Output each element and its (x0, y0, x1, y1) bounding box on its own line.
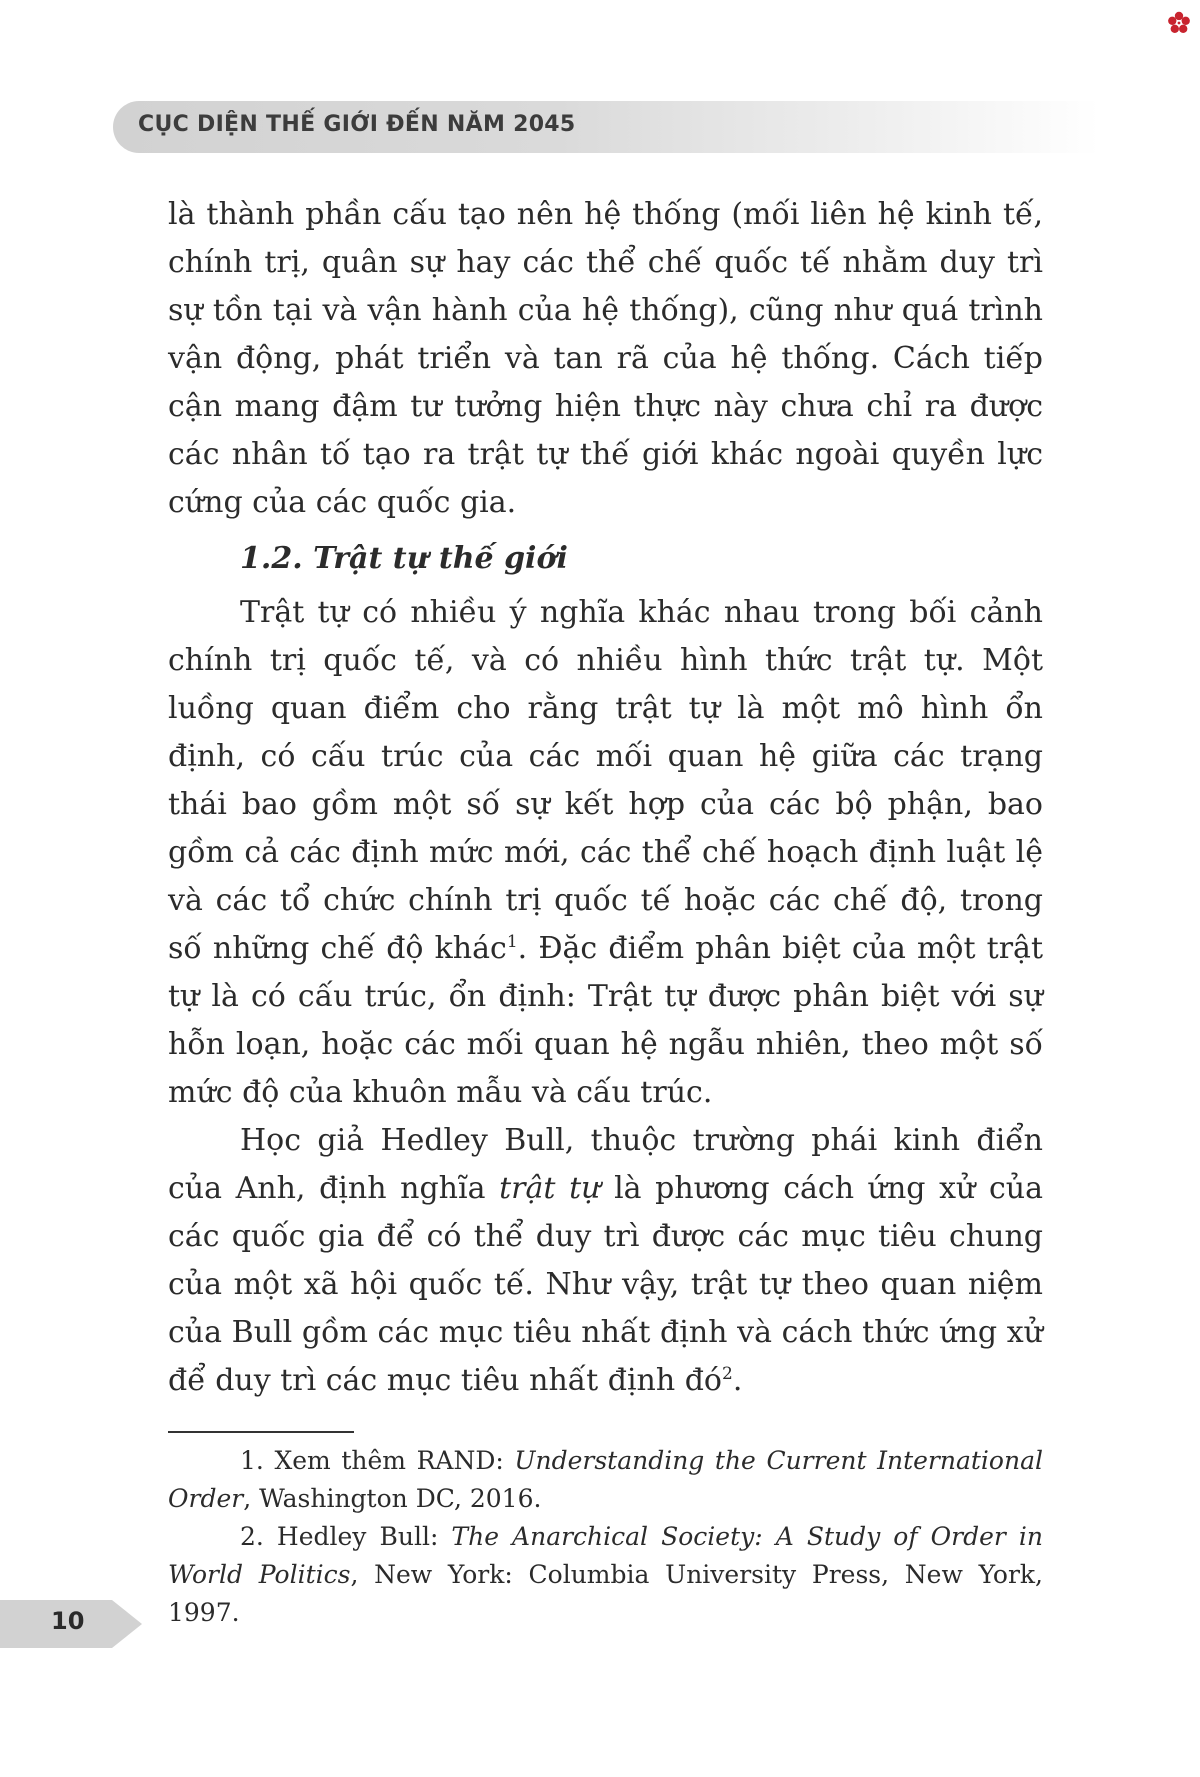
paragraph-1: là thành phần cấu tạo nên hệ thống (mối liên hệ kinh tế, chính trị, quân sự hay các thể chế quốc tế nhằm duy trì sự tồn tại và vận hành của hệ thống), cũng như quá trình vận động, phát triển và tan rã của hệ thống. Cách tiếp cận mang đậm tư tưởng hiện thực này chưa chỉ ra được các nhân tố tạo ra trật tự thế giới khác ngoài quyền lực cứng của các quốc gia. (168, 197, 1043, 520)
footnote-divider (168, 1431, 354, 1433)
section-heading: 1.2. Trật tự thế giới (240, 541, 568, 576)
page-number: 10 (51, 1607, 85, 1635)
footnote-1-prefix: 1. Xem thêm RAND: (240, 1446, 515, 1475)
footnotes (168, 1442, 1043, 1632)
body-text (168, 191, 1043, 1405)
paragraph-2 (168, 589, 1043, 1117)
footnote-1-title: Understanding the Current International Order (168, 1446, 1043, 1513)
paragraph-2-text-continued: . Đặc điểm phân biệt của một trật tự là có cấu trúc, ổn định: Trật tự được phân biệt với sự hỗn loạn, hoặc các mối quan hệ ngẫu nhiên, theo một số mức độ của khuôn mẫu và cấu trúc. (168, 931, 1043, 1110)
footnote-2-prefix: 2. Hedley Bull: (240, 1522, 452, 1551)
paragraph-3-italic-term: trật tự (499, 1171, 601, 1206)
flower-icon (1166, 10, 1192, 36)
paragraph-3-text: Học giả Hedley Bull, thuộc trường phái kinh điển của Anh, định nghĩa (168, 1123, 1043, 1206)
footnote-2-title: The Anarchical Society: A Study of Order in World Politics (168, 1522, 1043, 1589)
footnote-2-suffix: , New York: Columbia University Press, New York, 1997. (168, 1560, 1044, 1627)
paragraph-3-end: . (732, 1363, 743, 1398)
footnote-2 (168, 1518, 1043, 1632)
footnote-ref-2: 2 (722, 1364, 733, 1384)
footnote-1 (168, 1442, 1043, 1518)
paragraph-3 (168, 1117, 1043, 1405)
paragraph-3-text-continued: là phương cách ứng xử của các quốc gia để có thể duy trì được các mục tiêu chung của một xã hội quốc tế. Như vậy, trật tự theo quan niệm của Bull gồm các mục tiêu nhất định và cách thức ứng xử để duy trì các mục tiêu nhất định đó (168, 1171, 1043, 1398)
footnote-ref-1: 1 (506, 932, 518, 952)
running-header-title: CỤC DIỆN THẾ GIỚI ĐẾN NĂM 2045 (138, 112, 576, 137)
footnote-1-suffix: , Washington DC, 2016. (243, 1484, 542, 1513)
paragraph-2-text: Trật tự có nhiều ý nghĩa khác nhau trong bối cảnh chính trị quốc tế, và có nhiều hình thức trật tự. Một luồng quan điểm cho rằng trật tự là một mô hình ổn định, có cấu trúc của các mối quan hệ giữa các trạng thái bao gồm một số sự kết hợp của các bộ phận, bao gồm cả các định mức mới, các thể chế hoạch định luật lệ và các tổ chức chính trị quốc tế hoặc các chế độ, trong số những chế độ khác (168, 595, 1043, 966)
